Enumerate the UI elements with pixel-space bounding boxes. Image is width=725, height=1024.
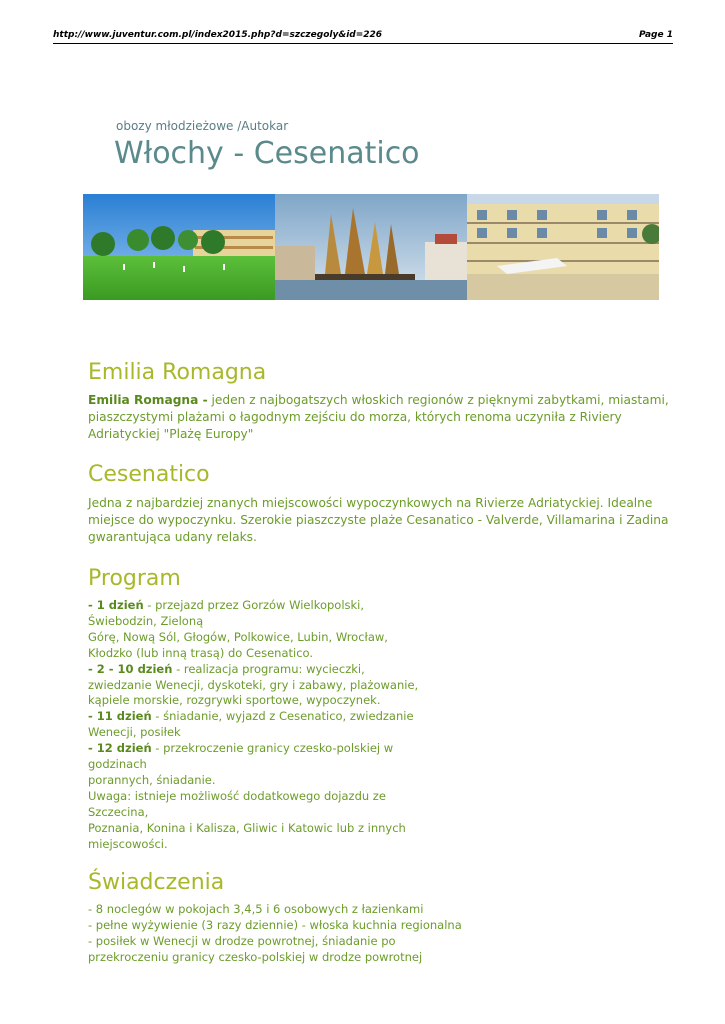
section-title-program: Program: [88, 566, 181, 591]
breadcrumb[interactable]: obozy młodzieżowe /Autokar: [116, 119, 289, 133]
page-url[interactable]: http://www.juventur.com.pl/index2015.php?d=szczegoly&id=226: [53, 30, 383, 40]
section-title-emilia-romagna: Emilia Romagna: [88, 360, 267, 385]
list-item: przekroczeniu granicy czesko-polskiej w drodze powrotnej: [88, 949, 423, 964]
cesenatico-text: Jedna z najbardziej znanych miejscowości wypoczynkowych na Rivierze Adriatyckiej. Idealne miejsce do wypoczynku. Szerokie piaszczyste plaże Cesanatico - Valverde, Villamarina i Zadina gwarantująca udany relaks.: [88, 496, 669, 544]
photo-sports-field: [83, 194, 275, 300]
program-day-1: - 1 dzień - przejazd przez Gorzów Wielkopolski,: [88, 598, 365, 612]
banner-photos: [83, 194, 659, 300]
print-header: [53, 29, 673, 44]
emilia-romagna-text: Emilia Romagna - jeden z najbogatszych włoskich regionów z pięknymi zabytkami, miastami, piaszczystymi plażami o łagodnym zejściu do morza, których renoma uczyniła z Riviery Adriatyckiej "Plażę Europy": [88, 393, 669, 441]
page-number: Page 1: [638, 30, 673, 40]
emilia-lead: Emilia Romagna -: [88, 393, 208, 407]
list-item: - posiłek w Wenecji w drodze powrotnej, śniadanie po: [88, 933, 396, 948]
page-title: Włochy - Cesenatico: [114, 136, 420, 171]
swiadczenia-list: [88, 902, 508, 966]
list-item: - pełne wyżywienie (3 razy dziennie) - włoska kuchnia regionalna: [88, 917, 462, 932]
photo-canal-boats: [275, 194, 467, 300]
program-list: - 1 dzień - przejazd przez Gorzów Wielkopolski, Świebodzin, Zieloną Górę, Nową Sól, Głogów, Polkowice, Lubin, Wrocław, Kłodzko (lub inną trasą) do Cesenatico. - 2 - 10 dzień - realizacja programu: wycieczki, zwiedzanie Wenecji, dyskoteki, gry i zabawy, plażowanie, kąpiele morskie, rozgrywki sportowe, wypoczynek. - 11 dzień - śniadanie, wyjazd z Cesenatico, zwiedzanie Wenecji, posiłek - 12 dzień - przekroczenie granicy czesko-polskiej w godzinach porannych, śniadanie. Uwaga: istnieje możliwość dodatkowego dojazdu ze Szczecina, Poznania, Konina i Kalisza, Gliwic i Katowic lub z innych miejscowości.: [88, 598, 428, 853]
program-day-11: - 11 dzień - śniadanie, wyjazd z Cesenatico, zwiedzanie: [88, 709, 414, 724]
program-day-12: - 12 dzień - przekroczenie granicy czesko-polskiej w: [88, 741, 394, 756]
list-item: - 8 noclegów w pokojach 3,4,5 i 6 osobowych z łazienkami: [88, 902, 424, 916]
program-day-2-10: - 2 - 10 dzień - realizacja programu: wycieczki,: [88, 661, 365, 676]
section-title-swiadczenia: Świadczenia: [88, 870, 225, 895]
program-note: Uwaga: istnieje możliwość dodatkowego dojazdu ze: [88, 788, 386, 803]
section-title-cesenatico: Cesenatico: [88, 462, 210, 487]
photo-hotel: [467, 194, 659, 300]
